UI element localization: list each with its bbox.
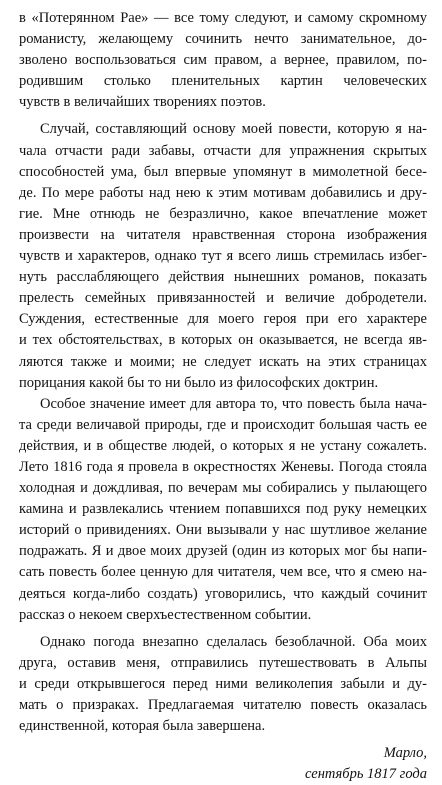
text-line: подражать. Я и двое моих друзей (один из которых мог бы напи- [19,543,427,560]
text-line: холодная и дождливая, по вечерам мы собирались у пылающего [19,480,427,497]
text-line: нуть расслабляющего действия нынешних романов, показать [19,269,427,286]
text-line: Лето 1816 года я провела в окрестностях Женевы. Погода стояла [19,458,427,475]
text-line: Случай, составляющий основу моей повести, которую я на- [40,121,427,138]
text-line: мать о призраках. Предлагаемая читателю повесть оказалась [19,697,427,713]
text-line: историй о привидениях. Они вызывали у нас шутливое желание [19,522,427,539]
signature-block [19,743,427,785]
text-line: Однако погода внезапно сделалась безоблачной. Оба моих [40,633,427,650]
text-line: рассказ о некоем сверхъестественном событии. [19,606,312,623]
signature-place: Марло, [383,745,427,762]
text-line: гие. Мне отнюдь не безразлично, какое впечатление может [19,205,427,222]
text-line: способностей ума, был впервые упомянут в мимолетной бесе- [19,163,427,180]
text-line: зволено воспользоваться сим правом, а вернее, правилом, по- [19,52,427,69]
text-line: де. По мере работы над нею к этим мотивам добавились и дру- [19,184,427,201]
text-line: чувств в величайших творениях поэтов. [19,94,266,111]
text-line: та среди величавой природы, где и происходит большая часть ее [19,416,427,433]
paragraph-3 [19,394,427,626]
text-line: Суждения, естественные для моего героя при его характере [19,311,427,328]
paragraph-4 [19,632,427,737]
text-line: произвести на читателя нравственная сторона изображения [19,226,427,243]
text-line: чала отчасти ради забавы, отчасти для упражнения скрытых [19,142,427,159]
text-line: и среди открывшегося перед ними великолепия забыли и ду- [19,675,427,692]
document-page [19,8,427,785]
text-line: ляются также и моими; не следует искать на этих страницах [19,353,427,370]
text-line: деяться когда-либо создать) уговорились, что каждый сочинит [19,585,427,602]
text-line: Особое значение имеет для автора то, что повесть была нача- [40,395,427,412]
paragraph-1 [19,8,427,113]
text-line: чувств и характеров, однако тут я всего лишь стремилась избег- [19,248,427,265]
text-line: единственной, которая была завершена. [19,718,266,735]
text-line: родившим столько пленительных картин человеческих [19,73,427,90]
signature-date: сентябрь 1817 года [305,766,427,783]
text-line: в «Потерянном Рае» — все тому следуют, и самому скромному [19,10,427,26]
text-line: и тех обстоятельствах, в которых он оказывается, не всегда яв- [19,332,427,349]
paragraph-2 [19,119,427,393]
text-line: камина и развлекались чтением попавшихся под руку немецких [19,501,427,518]
text-line: сать повесть более ценную для читателя, чем все, что я смею на- [19,564,427,581]
text-line: романисту, желающему сочинить нечто занимательное, до- [19,31,427,48]
text-line: друга, оставив меня, отправились путешествовать в Альпы [19,654,427,671]
text-line: порицания какой бы то ни было из философских доктрин. [19,374,379,391]
text-line: действия, и в обществе людей, о которых я не устану сожалеть. [19,437,427,454]
text-line: прелесть семейных привязанностей и величие добродетели. [19,290,427,307]
